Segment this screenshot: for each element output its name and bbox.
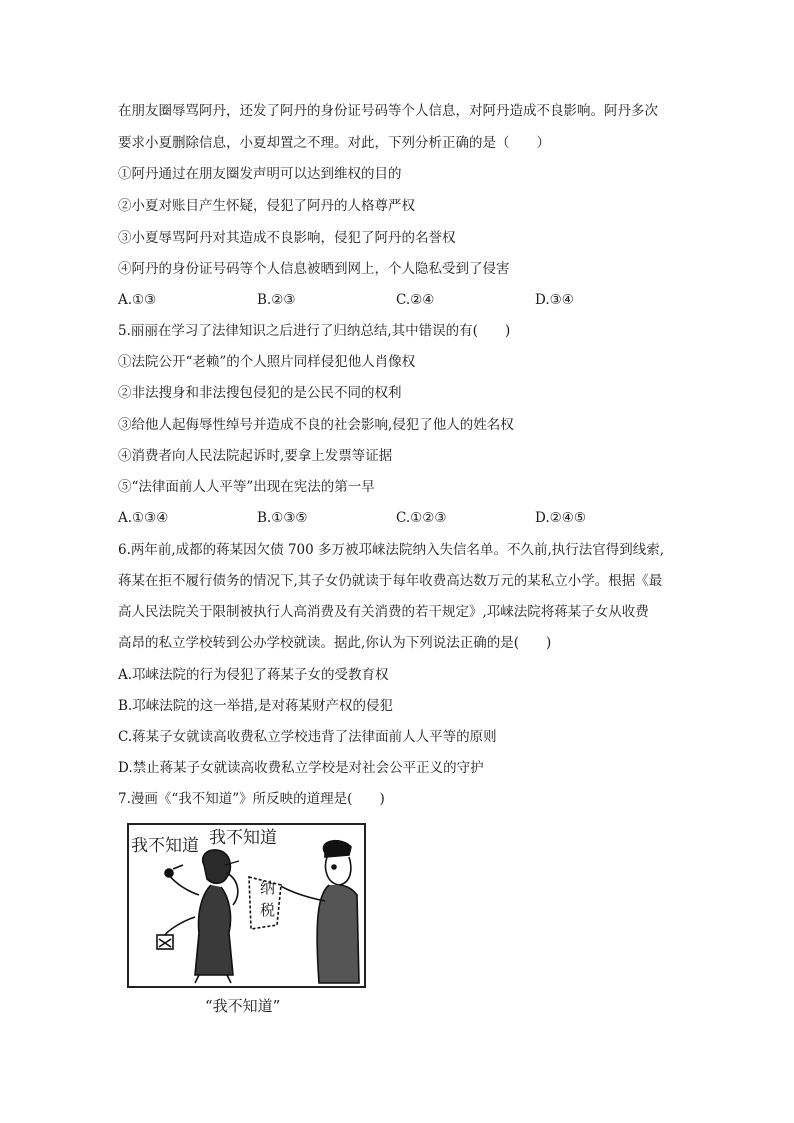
q6-option-d: D.禁止蒋某子女就读高收费私立学校是对社会公平正义的守护 [118,760,484,776]
q5-statement-2: ②非法搜身和非法搜包侵犯的是公民不同的权利 [118,385,402,401]
q4-line-1: 在朋友圈辱骂阿丹，还发了阿丹的身份证号码等个人信息，对阿丹造成不良影响。阿丹多次 [118,103,658,119]
q5-option-d: D.②④⑤ [535,510,586,526]
q4-option-b: B.②③ [257,292,296,308]
q4-statement-1: ①阿丹通过在朋友圈发声明可以达到维权的目的 [118,166,402,182]
q7-stem: 7.漫画《“我不知道”》所反映的道理是( ) [118,791,385,807]
q5-statement-3: ③给他人起侮辱性绰号并造成不良的社会影响,侵犯了他人的姓名权 [118,417,514,433]
q5-option-a: A.①③④ [118,510,169,526]
q5-statement-1: ①法院公开“老赖”的个人照片同样侵犯他人肖像权 [118,354,416,370]
q6-option-a: A.邛崃法院的行为侵犯了蒋某子女的受教育权 [118,667,389,683]
cartoon-caption: “我不知道” [205,997,281,1015]
q4-option-a: A.①③ [118,292,157,308]
q6-stem-line-2: 蒋某在拒不履行债务的情况下,其子女仍就读于每年收费高达数万元的某私立小学。根据《最 [118,573,663,589]
tax-sign-char-1: 纳 [260,879,276,897]
q5-option-c: C.①②③ [396,510,447,526]
q4-line-2: 要求小夏删除信息，小夏却置之不理。对此，下列分析正确的是（ ） [118,135,550,151]
q5-statement-5: ⑤“法律面前人人平等”出现在宪法的第一早 [118,479,375,495]
q6-stem-line-3: 高人民法院关于限制被执行人高消费及有关消费的若干规定》,邛崃法院将蒋某子女从收费 [118,604,649,620]
q6-option-c: C.蒋某子女就读高收费私立学校违背了法律面前人人平等的原则 [118,729,497,745]
q6-option-b: B.邛崃法院的这一举措,是对蒋某财产权的侵犯 [118,698,394,714]
q4-statement-2: ②小夏对账目产生怀疑，侵犯了阿丹的人格尊严权 [118,198,415,214]
q5-option-b: B.①③⑤ [257,510,308,526]
q4-statement-4: ④阿丹的身份证号码等个人信息被晒到网上，个人隐私受到了侵害 [118,261,510,277]
tax-cartoon-image [127,823,366,988]
q4-statement-3: ③小夏辱骂阿丹对其造成不良影响，侵犯了阿丹的名誉权 [118,230,456,246]
q4-option-d: D.③④ [535,292,574,308]
q6-stem-line-4: 高昂的私立学校转到公办学校就读。据此,你认为下列说法正确的是( ) [118,635,552,651]
speech-text-right: 我不知道 [209,828,277,848]
q6-stem-line-1: 6.两年前,成都的蒋某因欠债 700 多万被邛崃法院纳入失信名单。不久前,执行法官得到线索, [118,542,665,558]
speech-text-left: 我不知道 [131,836,199,856]
tax-sign-char-2: 税 [260,901,276,919]
q5-statement-4: ④消费者向人民法院起诉时,要拿上发票等证据 [118,448,393,464]
q5-stem: 5.丽丽在学习了法律知识之后进行了归纳总结,其中错误的有( ) [118,323,511,339]
q4-option-c: C.②④ [396,292,435,308]
